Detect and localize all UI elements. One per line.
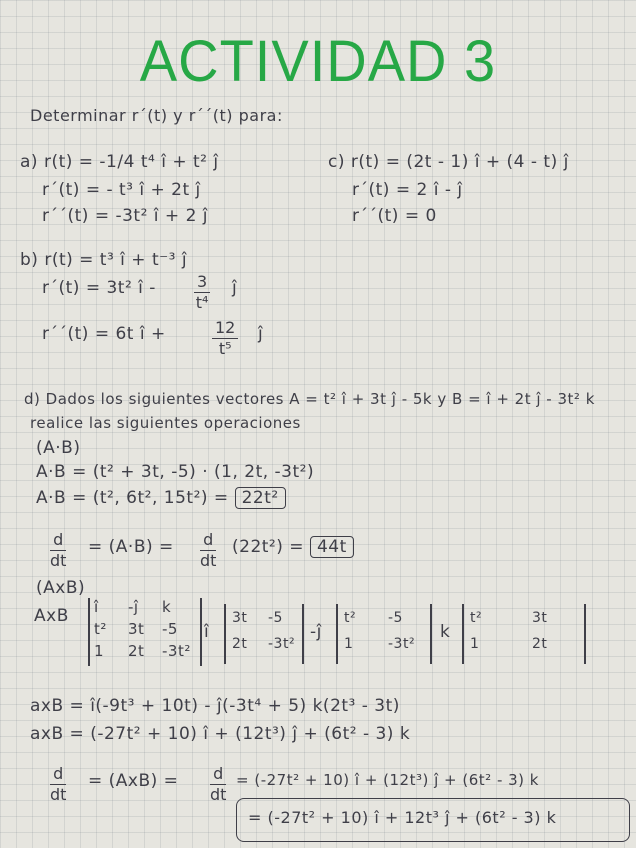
minor-k-cell: 3t xyxy=(532,610,548,626)
matrix-cell: -3t² xyxy=(162,642,191,660)
derivative-denominator: dt xyxy=(50,785,67,804)
b-first-derivative-fraction xyxy=(194,272,210,313)
cross-product-simplified: axB = (-27t² + 10) î + (12t³) ĵ + (6t² - 3) k xyxy=(30,724,411,744)
dot-product-step-2 xyxy=(36,488,286,508)
minor-j-cell: -3t² xyxy=(388,636,416,652)
derivative-numerator: d xyxy=(210,764,226,785)
minor-j-cell: t² xyxy=(344,610,357,626)
a-equation: a) r(t) = -1/4 t⁴ î + t² ĵ xyxy=(20,152,219,172)
c-first-derivative: r´(t) = 2 î - ĵ xyxy=(352,180,463,200)
d-instruction: realice las siguientes operaciones xyxy=(30,414,301,432)
b-equation: b) r(t) = t³ î + t⁻³ ĵ xyxy=(20,250,188,270)
minor-k-cell: 2t xyxy=(532,636,548,652)
determinant-bar xyxy=(430,604,432,664)
c-equation: c) r(t) = (2t - 1) î + (4 - t) ĵ xyxy=(328,152,569,172)
b-second-derivative-unit: ĵ xyxy=(258,324,264,344)
matrix-cell: 2t xyxy=(128,642,145,660)
matrix-cell: î xyxy=(94,598,99,616)
determinant-bar xyxy=(224,604,226,664)
minor-i-label: î xyxy=(204,622,210,642)
dot-product-heading: (A·B) xyxy=(36,438,81,458)
determinant-bar xyxy=(88,598,90,666)
derivative-operator xyxy=(200,530,216,571)
dot-product-expression: A·B = (t², 6t², 15t²) = xyxy=(36,488,229,508)
dot-derivative-result xyxy=(232,537,354,557)
b-second-derivative-left: r´´(t) = 6t î + xyxy=(42,324,166,344)
derivative-denominator: dt xyxy=(200,551,217,570)
matrix-cell: -ĵ xyxy=(128,598,139,616)
b-first-derivative-left: r´(t) = 3t² î - xyxy=(42,278,156,298)
cross-derivative-expression: = (-27t² + 10) î + (12t³) ĵ + (6t² - 3) k xyxy=(236,771,539,789)
derivative-numerator: d xyxy=(50,530,66,551)
a-first-derivative: r´(t) = - t³ î + 2t ĵ xyxy=(42,180,201,200)
matrix-cell: -5 xyxy=(162,620,178,638)
derivative-denominator: dt xyxy=(50,551,67,570)
minor-k-label: k xyxy=(440,622,451,642)
cross-product-expansion: axB = î(-9t³ + 10t) - ĵ(-3t⁴ + 5) k(2t³ - 3t) xyxy=(30,696,400,716)
matrix-cell: 1 xyxy=(94,642,105,660)
b-first-derivative-unit: ĵ xyxy=(232,278,238,298)
cross-derivative-middle: = (AxB) = xyxy=(88,771,179,791)
instructions: Determinar r´(t) y r´´(t) para: xyxy=(30,106,283,125)
dot-derivative-boxed: 44t xyxy=(310,536,354,558)
minor-i-cell: -3t² xyxy=(268,636,296,652)
a-second-derivative: r´´(t) = -3t² î + 2 ĵ xyxy=(42,206,209,226)
c-second-derivative: r´´(t) = 0 xyxy=(352,206,437,226)
minor-k-cell: t² xyxy=(470,610,483,626)
minor-j-cell: 1 xyxy=(344,636,354,652)
minor-k-cell: 1 xyxy=(470,636,480,652)
fraction-denominator: t⁵ xyxy=(218,339,232,358)
cross-product-label: AxB xyxy=(34,606,69,626)
minor-j-cell: -5 xyxy=(388,610,403,626)
determinant-bar xyxy=(462,604,464,664)
minor-i-cell: -5 xyxy=(268,610,283,626)
matrix-cell: k xyxy=(162,598,172,616)
determinant-bar xyxy=(200,598,202,666)
page-title: ACTIVIDAD 3 xyxy=(139,27,497,94)
d-statement: d) Dados los siguientes vectores A = t² î + 3t ĵ - 5k y B = î + 2t ĵ - 3t² k xyxy=(24,390,595,408)
dot-derivative-expression: (22t²) = xyxy=(232,537,305,557)
dot-product-result: 22t² xyxy=(235,487,286,509)
minor-i-cell: 3t xyxy=(232,610,248,626)
derivative-operator xyxy=(50,530,66,571)
dot-derivative-middle: = (A·B) = xyxy=(88,537,174,557)
fraction-numerator: 12 xyxy=(212,318,238,339)
matrix-cell: 3t xyxy=(128,620,145,638)
derivative-numerator: d xyxy=(200,530,216,551)
determinant-bar xyxy=(336,604,338,664)
determinant-bar xyxy=(302,604,304,664)
matrix-cell: t² xyxy=(94,620,107,638)
derivative-denominator: dt xyxy=(210,785,227,804)
minor-i-cell: 2t xyxy=(232,636,248,652)
derivative-numerator: d xyxy=(50,764,66,785)
cross-product-heading: (AxB) xyxy=(36,578,86,598)
dot-product-step-1: A·B = (t² + 3t, -5) · (1, 2t, -3t²) xyxy=(36,462,315,482)
final-answer: = (-27t² + 10) î + 12t³ ĵ + (6t² - 3) k xyxy=(248,808,557,827)
fraction-denominator: t⁴ xyxy=(195,293,209,312)
derivative-operator xyxy=(50,764,66,805)
derivative-operator xyxy=(210,764,226,805)
determinant-bar xyxy=(584,604,586,664)
minor-j-label: -ĵ xyxy=(310,622,322,642)
b-second-derivative-fraction xyxy=(212,318,238,359)
fraction-numerator: 3 xyxy=(194,272,210,293)
